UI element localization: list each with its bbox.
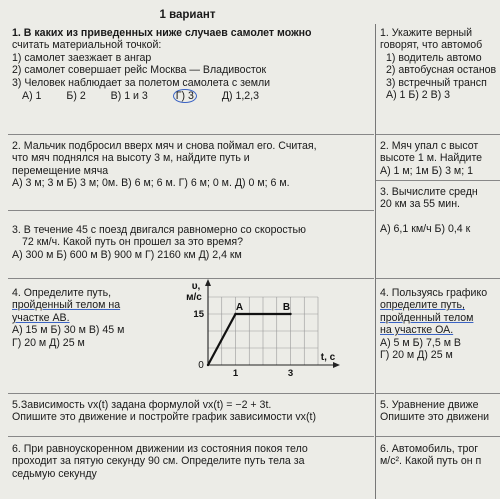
q4-line-2: пройденный телом на bbox=[12, 299, 121, 312]
question-4 bbox=[12, 287, 172, 349]
rq1-line-4: 2) автобусная останов bbox=[386, 64, 497, 77]
right-divider-5 bbox=[376, 436, 500, 437]
rq6-line-1: 6. Автомобиль, трог bbox=[380, 443, 479, 455]
rq1-answers: А) 1 Б) 2 В) 3 bbox=[386, 89, 451, 102]
rq3-line-2: 20 км за 55 мин. bbox=[380, 198, 461, 211]
q4-answers-2: Г) 20 м Д) 25 м bbox=[12, 336, 85, 349]
q1-answer-d-circled: Г) 3 bbox=[173, 89, 197, 103]
q2-line-1: 2. Мальчик подбросил вверх мяч и снова поймал его. Считая, bbox=[12, 140, 317, 152]
question-3 bbox=[12, 224, 372, 261]
y-axis-unit: м/с bbox=[186, 292, 202, 303]
rq1-line-5: 3) встречный трансп bbox=[386, 76, 487, 89]
right-divider-1 bbox=[376, 134, 500, 135]
right-question-5 bbox=[380, 399, 500, 424]
q1-line-3: 1) самолет заезжает в ангар bbox=[12, 51, 152, 64]
rq5-line-1: 5. Уравнение движе bbox=[380, 399, 479, 411]
q3-answers: А) 300 м Б) 600 м В) 900 м Г) 2160 км Д) 2,4 км bbox=[12, 248, 242, 261]
velocity-time-chart bbox=[168, 283, 348, 383]
right-divider-2 bbox=[376, 180, 500, 181]
data-point bbox=[207, 364, 209, 366]
rq4-answers-1: А) 5 м Б) 7,5 м В bbox=[380, 336, 461, 349]
q1-line-5: 3) Человек наблюдает за полетом самолета с земли bbox=[12, 76, 271, 89]
origin-label: 0 bbox=[198, 360, 204, 371]
rq3-answers: А) 6,1 км/ч Б) 0,4 к bbox=[380, 222, 471, 235]
rq4-line-4: на участке ОА. bbox=[380, 324, 454, 337]
q6-line-2: проходит за пятую секунду 90 см. Определите путь тела за bbox=[12, 455, 305, 468]
question-2 bbox=[12, 140, 372, 190]
q5-line-1: 5.Зависимость vx(t) задана формулой vx(t) = −2 + 3t. bbox=[12, 399, 272, 411]
right-question-2 bbox=[380, 140, 500, 177]
data-point bbox=[289, 313, 291, 315]
variant-title: 1 вариант bbox=[159, 9, 216, 21]
q1-line-1: 1. В каких из приведенных ниже случаев самолет можно bbox=[12, 27, 312, 39]
right-divider-3 bbox=[376, 278, 500, 279]
q3-line-1: 3. В течение 45 с поезд двигался равномерно со скоростью bbox=[12, 224, 306, 236]
q2-line-3: перемещение мяча bbox=[12, 164, 109, 177]
question-1 bbox=[12, 27, 372, 103]
rq3-line-1: 3. Вычислите средн bbox=[380, 186, 478, 198]
q2-answers: А) 3 м; 3 м Б) 3 м; 0м. В) 6 м; 6 м. Г) 6 м; 0 м. Д) 0 м; 6 м. bbox=[12, 177, 290, 190]
q6-line-3: седьмую секунду bbox=[12, 467, 97, 480]
rq4-answers-2: Г) 20 м Д) 25 м bbox=[380, 349, 453, 362]
question-6 bbox=[12, 443, 372, 480]
q4-line-3: участке АВ. bbox=[12, 311, 70, 324]
rq2-line-3: А) 1 м; 1м Б) 3 м; 1 bbox=[380, 164, 473, 177]
rq4-line-3: пройденный телом bbox=[380, 311, 474, 324]
y-axis-label: υ, bbox=[191, 281, 201, 292]
x-tick-label: 3 bbox=[287, 368, 294, 379]
q1-line-4: 2) самолет совершает рейс Москва — Владивосток bbox=[12, 64, 267, 77]
rq4-line-2: определите путь, bbox=[380, 299, 465, 312]
question-5 bbox=[12, 399, 372, 424]
rq1-line-2: говорят, что автомоб bbox=[380, 39, 483, 52]
point-label-b: B bbox=[282, 302, 291, 313]
divider-3 bbox=[8, 278, 374, 279]
velocity-time-chart-svg bbox=[168, 283, 348, 383]
right-question-4 bbox=[380, 287, 500, 361]
right-question-1 bbox=[380, 27, 500, 101]
right-question-3 bbox=[380, 186, 500, 235]
right-column bbox=[376, 0, 500, 499]
q1-answer-b: Б) 2 bbox=[66, 90, 86, 103]
divider-1 bbox=[8, 134, 374, 135]
rq2-line-2: высоте 1 м. Найдите bbox=[380, 152, 483, 165]
right-divider-4 bbox=[376, 393, 500, 394]
q6-line-1: 6. При равноускоренном движении из состояния покоя тело bbox=[12, 443, 308, 455]
divider-2 bbox=[8, 210, 374, 211]
y-axis-arrow-icon bbox=[205, 279, 211, 286]
right-question-6 bbox=[380, 443, 500, 468]
q4-answers-1: А) 15 м Б) 30 м В) 45 м bbox=[12, 324, 125, 337]
rq4-line-1: 4. Пользуясь графико bbox=[380, 287, 488, 299]
data-point bbox=[234, 313, 236, 315]
q5-line-2: Опишите это движение и постройте график зависимости vx(t) bbox=[12, 411, 316, 424]
x-axis-label: t, с bbox=[320, 352, 336, 363]
point-label-a: A bbox=[235, 302, 244, 313]
rq2-line-1: 2. Мяч упал с высот bbox=[380, 140, 479, 152]
q2-line-2: что мяч поднялся на высоту 3 м, найдите путь и bbox=[12, 152, 250, 165]
rq5-line-2: Опишите это движени bbox=[380, 411, 490, 424]
q3-line-2: 72 км/ч. Какой путь он прошел за это время? bbox=[22, 236, 244, 249]
rq6-line-2: м/с². Какой путь он п bbox=[380, 455, 482, 468]
rq1-line-1: 1. Укажите верный bbox=[380, 27, 473, 39]
q4-line-1: 4. Определите путь, bbox=[12, 287, 112, 299]
y-tick-label: 15 bbox=[193, 309, 204, 320]
x-tick-label: 1 bbox=[232, 368, 239, 379]
rq1-line-3: 1) водитель автомо bbox=[386, 51, 482, 64]
q1-answers bbox=[12, 89, 372, 103]
q1-answer-a: А) 1 bbox=[22, 90, 42, 103]
divider-5 bbox=[8, 436, 374, 437]
divider-4 bbox=[8, 393, 374, 394]
q1-line-2: считать материальной точкой: bbox=[12, 39, 162, 52]
q1-answer-e: Д) 1,2,3 bbox=[221, 90, 260, 103]
q1-answer-c: В) 1 и 3 bbox=[110, 90, 148, 103]
